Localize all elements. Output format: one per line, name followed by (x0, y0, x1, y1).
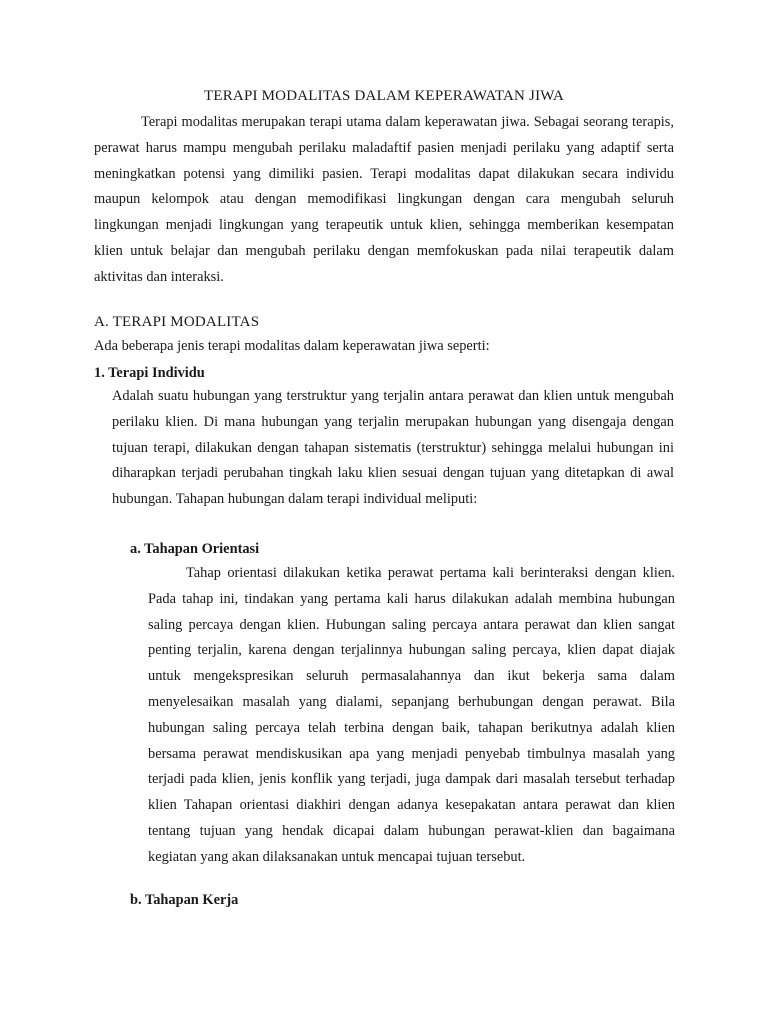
subsection-heading-terapi-individu: 1. Terapi Individu (94, 365, 205, 381)
terapi-individu-paragraph: Adalah suatu hubungan yang terstruktur yang terjalin antara perawat dan klien untuk mengubah perilaku klien. Di mana hubungan yang terjalin merupakan hubungan yang disengaja dengan tujuan terapi, dilakukan dengan tahapan sistematis (terstruktur) sehingga melalui hubungan ini diharapkan terjadi perubahan tingkah laku klien sesuai dengan tujuan yang ditetapkan di awal hubungan. Tahapan hubungan dalam terapi individual meliputi: (112, 388, 674, 508)
tahapan-orientasi-paragraph: Tahap orientasi dilakukan ketika perawat pertama kali berinteraksi dengan klien. Pada tahap ini, tindakan yang pertama kali harus dilakukan adalah membina hubungan saling percaya dengan klien. Hubungan saling percaya antara perawat dan klien sangat penting terjalin, karena dengan terjalinnya hubungan saling percaya, klien dapat diajak untuk mengekspresikan seluruh permasalahannya dan ikut bekerja sama dalam menyelesaikan masalah yang dialami, sepanjang berhubungan dengan perawat. Bila hubungan saling percaya telah terbina dengan baik, tahapan berikutnya adalah klien bersama perawat mendiskusikan apa yang menjadi penyebab timbulnya masalah yang terjadi pada klien, jenis konflik yang terjadi, juga dampak dari masalah tersebut terhadap klien Tahapan orientasi diakhiri dengan adanya kesepakatan antara perawat dan klien tentang tujuan yang hendak dicapai dalam hubungan perawat-klien dan bagaimana kegiatan yang akan dilaksanakan untuk mencapai tujuan tersebut. (148, 565, 675, 865)
item-heading-tahapan-orientasi: a. Tahapan Orientasi (130, 541, 260, 557)
section-lead-text: Ada beberapa jenis terapi modalitas dalam keperawatan jiwa seperti: (94, 338, 490, 354)
item-heading-tahapan-kerja: b. Tahapan Kerja (130, 892, 239, 908)
document-title: TERAPI MODALITAS DALAM KEPERAWATAN JIWA (203, 88, 564, 104)
section-heading-terapi-modalitas: A. TERAPI MODALITAS (94, 314, 260, 330)
intro-paragraph: Terapi modalitas merupakan terapi utama dalam keperawatan jiwa. Sebagai seorang terapis, perawat harus mampu mengubah perilaku maladaftif pasien menjadi perilaku yang adaptif serta meningkatkan potensi yang dimiliki pasien. Terapi modalitas dapat dilakukan secara individu maupun kelompok atau dengan memodifikasi lingkungan dengan cara mengubah seluruh lingkungan menjadi lingkungan yang terapeutik untuk klien, sehingga memberikan kesempatan klien untuk belajar dan mengubah perilaku dengan memfokuskan pada nilai terapeutik dalam aktivitas dan interaksi. (94, 114, 674, 285)
